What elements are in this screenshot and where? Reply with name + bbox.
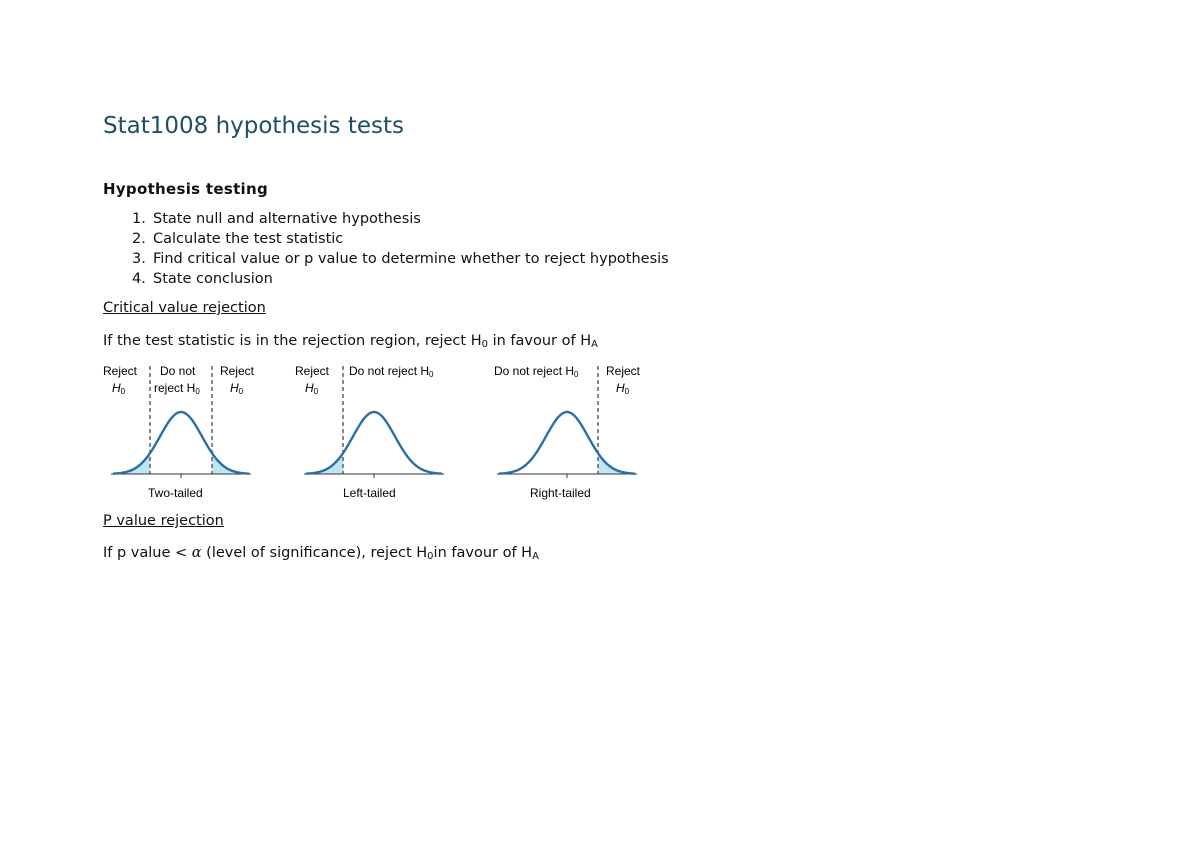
rule-text: in favour of H <box>487 333 592 349</box>
label-do-not: Do not <box>160 364 196 378</box>
normal-curve <box>306 412 442 474</box>
label-do-not-reject: Do not reject H0 <box>349 364 434 379</box>
caption-two-tailed: Two-tailed <box>148 486 203 500</box>
list-item <box>103 249 669 269</box>
subscript-zero: 0 <box>427 551 434 562</box>
rule-text: in favour of H <box>433 545 533 561</box>
list-item <box>103 229 669 249</box>
label-h0-left: H0 <box>112 381 126 396</box>
caption-right-tailed: Right-tailed <box>530 486 591 500</box>
rejection-regions-figure <box>100 360 645 505</box>
two-tailed-panel <box>103 364 255 500</box>
label-h0: H0 <box>616 381 630 396</box>
label-reject-right: Reject <box>220 364 255 378</box>
subscript-a: A <box>532 551 539 562</box>
list-text: State null and alternative hypothesis <box>153 211 421 227</box>
list-text: Calculate the test statistic <box>153 231 344 247</box>
rule-text: If the test statistic is in the rejection region, reject H <box>103 333 482 349</box>
section-heading: Hypothesis testing <box>103 180 269 198</box>
rule-text: (level of significance), reject H <box>201 545 428 561</box>
alpha-symbol: α <box>191 545 202 561</box>
normal-curve <box>499 412 635 474</box>
right-tailed-panel <box>494 364 641 500</box>
label-reject-left: Reject <box>103 364 138 378</box>
caption-left-tailed: Left-tailed <box>343 486 396 500</box>
list-text: State conclusion <box>153 271 273 287</box>
list-item <box>103 269 669 289</box>
label-h0: H0 <box>305 381 319 396</box>
subscript-zero: 0 <box>481 339 488 350</box>
critical-value-rule <box>103 333 598 350</box>
p-value-rule <box>103 545 539 562</box>
label-reject: Reject <box>295 364 330 378</box>
subscript-a: A <box>591 339 598 350</box>
list-item <box>103 209 669 229</box>
list-number: 1. <box>132 211 146 227</box>
document-title: Stat1008 hypothesis tests <box>103 113 404 139</box>
left-tailed-panel <box>295 364 444 500</box>
label-reject: Reject <box>606 364 641 378</box>
list-number: 2. <box>132 231 146 247</box>
list-text: Find critical value or p value to determine whether to reject hypothesis <box>153 251 669 267</box>
rule-text: If p value < <box>103 545 192 561</box>
label-do-not-reject: Do not reject H0 <box>494 364 579 379</box>
steps-list <box>103 209 669 289</box>
critical-value-heading: Critical value rejection <box>103 300 266 316</box>
label-h0-right: H0 <box>230 381 244 396</box>
list-number: 4. <box>132 271 146 287</box>
p-value-heading: P value rejection <box>103 513 224 529</box>
normal-curve <box>113 412 249 474</box>
list-number: 3. <box>132 251 146 267</box>
label-reject-h0-mid: reject H0 <box>154 381 200 396</box>
